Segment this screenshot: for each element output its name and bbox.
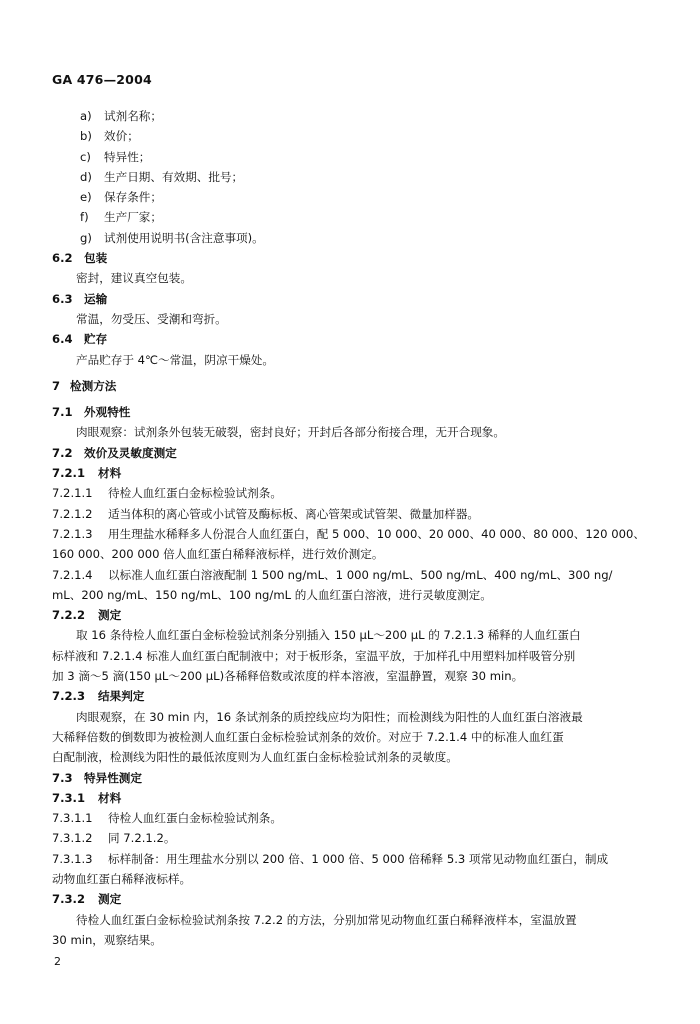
paragraph-line: 标样液和 7.2.1.4 标准人血红蛋白配制液中；对于板形条，室温平放，于加样孔中用塑料加样吸管分别 [52, 648, 576, 663]
clause-7-2-1-1 [52, 483, 648, 503]
document-code: GA 476—2004 [52, 72, 152, 87]
list-item [52, 207, 648, 227]
clause-7-2-1-4 [52, 565, 648, 585]
list-marker: c) [80, 149, 91, 164]
list-item [52, 228, 648, 248]
section-title: 材料 [98, 466, 122, 481]
section-title: 结果判定 [98, 689, 145, 704]
clause-7-3-1-3 [52, 849, 648, 869]
section-number: 6.2 [52, 251, 73, 266]
section-body-7-1: 肉眼观察：试剂条外包装无破裂，密封良好；开封后各部分衔接合理，无开合现象。 [76, 425, 505, 440]
clause-text: 适当体积的离心管或小试管及酶标板、离心管架或试管架、微量加样器。 [108, 506, 480, 521]
clause-text: 待检人血红蛋白金标检验试剂条。 [108, 811, 282, 826]
clause-number: 7.3.1.2 [52, 831, 93, 846]
section-number: 7.2.1 [52, 466, 86, 481]
section-body-6-3: 常温，勿受压、受潮和弯折。 [76, 311, 227, 326]
section-number: 7.1 [52, 405, 73, 420]
list-marker: a) [80, 109, 92, 123]
clause-text: 待检人血红蛋白金标检验试剂条。 [108, 486, 282, 501]
clause-number: 7.2.1.4 [52, 567, 93, 582]
section-title: 材料 [98, 790, 122, 805]
clause-text: 标样制备：用生理盐水分别以 200 倍、1 000 倍、5 000 倍稀释 5.3 项常见动物血红蛋白，制成 [108, 851, 609, 866]
section-title: 贮存 [84, 332, 108, 347]
list-text: 生产厂家； [104, 210, 162, 225]
list-marker: d) [80, 169, 92, 184]
clause-number: 7.3.1.1 [52, 811, 93, 826]
list-item [52, 147, 648, 167]
list-text: 生产日期、有效期、批号； [104, 169, 244, 184]
section-heading-7-2-1 [52, 463, 648, 483]
section-heading-7-2 [52, 443, 648, 463]
section-number: 7.2.2 [52, 608, 86, 623]
section-number: 7.3.1 [52, 790, 86, 805]
section-number: 7.2 [52, 445, 73, 460]
paragraph-line: 30 min，观察结果。 [52, 932, 162, 947]
paragraph-line: 加 3 滴～5 滴(150 μL～200 μL)各稀释倍数或浓度的样本溶液，室温静置，观察 30 min。 [52, 669, 524, 684]
clause-text: 用生理盐水稀释多人份混合人血红蛋白，配 5 000、10 000、20 000、40 000、80 000、120 000、 [108, 526, 645, 541]
section-number: 6.4 [52, 332, 73, 347]
section-heading-7-2-3 [52, 686, 648, 706]
clause-text: 以标准人血红蛋白溶液配制 1 500 ng/mL、1 000 ng/mL、500 ng/mL、400 ng/mL、300 ng/ [108, 567, 613, 582]
section-title: 运输 [84, 291, 108, 306]
list-item [52, 187, 648, 207]
list-text: 效价； [104, 129, 139, 144]
list-item [52, 106, 648, 126]
section-heading-7-3 [52, 768, 648, 788]
section-title: 外观特性 [84, 405, 131, 420]
section-heading-7-1 [52, 402, 648, 422]
section-body-6-4: 产品贮存于 4℃～常温，阴凉干燥处。 [76, 352, 274, 367]
list-text: 试剂名称； [104, 109, 162, 123]
section-title: 检测方法 [70, 378, 117, 393]
list-marker: f) [80, 210, 89, 225]
section-body-6-2: 密封，建议真空包装。 [76, 271, 192, 286]
list-marker: e) [80, 190, 92, 205]
section-title: 测定 [98, 892, 122, 907]
paragraph-line: 待检人血红蛋白金标检验试剂条按 7.2.2 的方法，分别加常见动物血红蛋白稀释液样本，室温放置 [76, 912, 577, 927]
paragraph-line: 肉眼观察，在 30 min 内，16 条试剂条的质控线应均为阳性；而检测线为阳性的人血红蛋白溶液最 [76, 709, 583, 724]
clause-7-2-1-3 [52, 524, 648, 544]
list-marker: g) [80, 230, 92, 245]
paragraph-line: 白配制液，检测线为阳性的最低浓度则为人血红蛋白金标检验试剂条的灵敏度。 [52, 750, 458, 765]
section-title: 特异性测定 [84, 770, 142, 785]
section-number: 7.3 [52, 770, 73, 785]
document-body [52, 106, 648, 950]
paragraph-line: 取 16 条待检人血红蛋白金标检验试剂条分别插入 150 μL～200 μL 的 7.2.1.3 稀释的人血红蛋白 [76, 628, 581, 643]
clause-7-2-1-2 [52, 504, 648, 524]
list-marker: b) [80, 129, 92, 144]
section-heading-6-4 [52, 329, 648, 349]
section-heading-6-2 [52, 248, 648, 268]
list-text: 试剂使用说明书(含注意事项)。 [104, 230, 264, 245]
section-number: 7.2.3 [52, 689, 86, 704]
list-text: 特异性； [104, 149, 151, 164]
section-heading-7-3-2 [52, 889, 648, 909]
clause-text: 同 7.2.1.2。 [108, 831, 176, 846]
list-text: 保存条件； [104, 190, 162, 205]
section-title: 效价及灵敏度测定 [84, 445, 177, 460]
clause-7-3-1-2 [52, 828, 648, 848]
clause-7-2-1-4-cont: mL、200 ng/mL、150 ng/mL、100 ng/mL 的人血红蛋白溶液，进行灵敏度测定。 [52, 587, 492, 602]
section-number: 6.3 [52, 291, 73, 306]
clause-7-3-1-1 [52, 808, 648, 828]
clause-number: 7.2.1.3 [52, 526, 93, 541]
section-number: 7.3.2 [52, 892, 86, 907]
section-title: 测定 [98, 608, 122, 623]
section-heading-7 [52, 376, 648, 396]
clause-7-2-1-3-cont: 160 000、200 000 倍人血红蛋白稀释液标样，进行效价测定。 [52, 547, 384, 562]
clause-number: 7.2.1.1 [52, 486, 93, 501]
clause-number: 7.3.1.3 [52, 851, 93, 866]
section-number: 7 [52, 378, 61, 393]
list-item [52, 126, 648, 146]
paragraph-line: 大稀释倍数的倒数即为被检测人血红蛋白金标检验试剂条的效价。对应于 7.2.1.4 中的标准人血红蛋 [52, 729, 564, 744]
clause-7-3-1-3-cont: 动物血红蛋白稀释液标样。 [52, 871, 192, 886]
section-heading-6-3 [52, 289, 648, 309]
section-heading-7-3-1 [52, 788, 648, 808]
section-title: 包装 [84, 251, 108, 266]
list-item [52, 167, 648, 187]
clause-number: 7.2.1.2 [52, 506, 93, 521]
page-number: 2 [54, 955, 61, 968]
section-heading-7-2-2 [52, 605, 648, 625]
